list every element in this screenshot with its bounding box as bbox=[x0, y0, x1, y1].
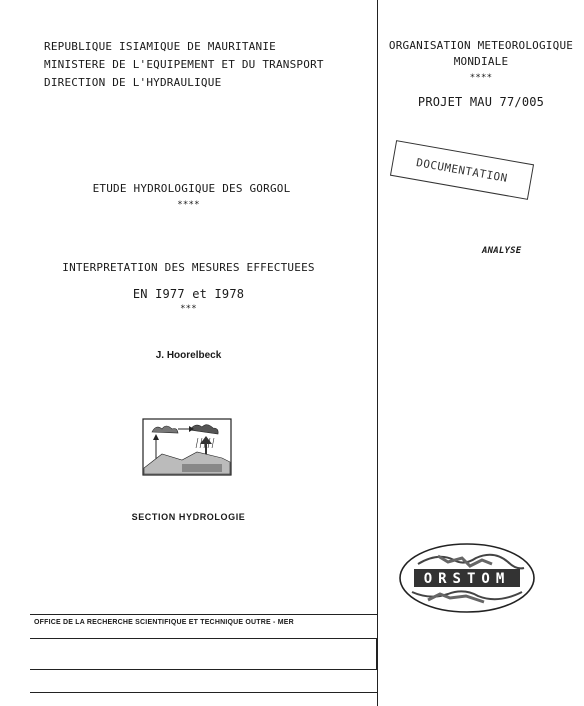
logo-text: ORSTOM bbox=[423, 571, 511, 587]
orstom-globe-logo bbox=[398, 542, 536, 614]
project-code: PROJET MAU 77/005 bbox=[417, 95, 545, 109]
study-subtitle-block bbox=[0, 258, 377, 314]
right-header bbox=[378, 38, 584, 110]
study-subtitle-stars: *** bbox=[180, 304, 197, 314]
org-name-line2: MONDIALE bbox=[453, 55, 509, 68]
org-name-line1: ORGANISATION METEOROLOGIQUE bbox=[388, 39, 574, 52]
author-name: J. Hoorelbeck bbox=[155, 350, 222, 361]
analyse-label: ANALYSE bbox=[482, 246, 522, 256]
header-ministry: MINISTERE DE L'EQUIPEMENT ET DU TRANSPORT bbox=[44, 58, 324, 71]
study-years: EN I977 et I978 bbox=[132, 287, 245, 301]
study-title-stars: **** bbox=[177, 200, 200, 210]
hydrology-cycle-illustration bbox=[142, 418, 232, 476]
section-label: SECTION HYDROLOGIE bbox=[131, 512, 246, 522]
study-title-block bbox=[0, 180, 377, 214]
office-top-rule bbox=[30, 614, 378, 615]
bottom-box-1 bbox=[30, 638, 377, 670]
header-republic: REPUBLIQUE ISIAMIQUE DE MAURITANIE bbox=[44, 40, 276, 53]
left-header bbox=[44, 38, 324, 92]
org-stars: **** bbox=[469, 73, 493, 83]
study-title: ETUDE HYDROLOGIQUE DES GORGOL bbox=[92, 182, 291, 195]
header-direction: DIRECTION DE L'HYDRAULIQUE bbox=[44, 76, 222, 89]
bottom-rule bbox=[30, 692, 378, 693]
study-subtitle: INTERPRETATION DES MESURES EFFECTUEES bbox=[62, 261, 315, 274]
office-line: OFFICE DE LA RECHERCHE SCIENTIFIQUE ET TECHNIQUE OUTRE - MER bbox=[34, 619, 294, 626]
documentation-stamp: DOCUMENTATION bbox=[390, 140, 534, 200]
